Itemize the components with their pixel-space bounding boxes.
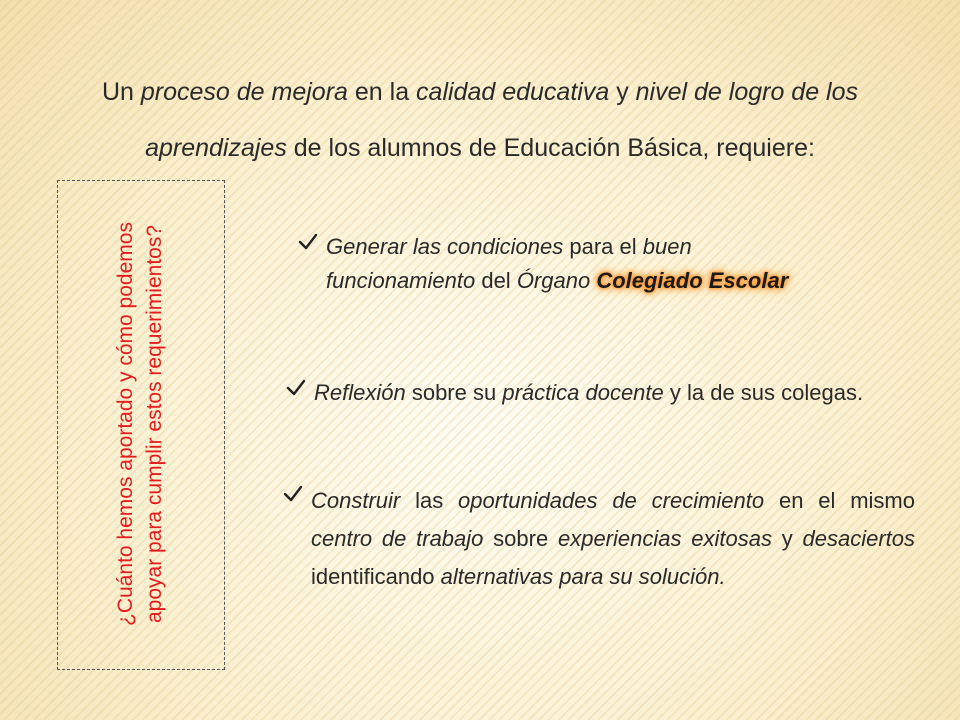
- item-text: y: [771, 526, 803, 551]
- item-emphasis: centro de trabajo: [311, 526, 484, 551]
- heading-emphasis: proceso de mejora: [140, 78, 348, 106]
- item-text: en el mismo: [764, 488, 915, 513]
- requirement-item: [326, 230, 946, 298]
- item-text: para el: [563, 234, 643, 259]
- requirement-item: [314, 376, 914, 410]
- checkmark-icon: [283, 484, 303, 504]
- item-text: identificando: [311, 564, 441, 589]
- heading-text: de los alumnos de Educación Básica, requiere:: [286, 134, 815, 162]
- side-question: ¿Cuánto hemos aportado y cómo podemos apoyar para cumplir estos requerimientos?: [114, 222, 166, 626]
- item-emphasis: Generar las condiciones: [326, 234, 564, 259]
- heading-text: en la: [347, 78, 417, 106]
- item-emphasis: Reflexión: [314, 380, 406, 405]
- checkmark-icon: [298, 232, 318, 252]
- item-text: sobre: [483, 526, 558, 551]
- highlighted-phrase: Colegiado Escolar: [596, 268, 789, 293]
- item-emphasis: oportunidades de crecimiento: [458, 488, 765, 513]
- heading-text: y: [609, 78, 636, 106]
- heading-emphasis: calidad educativa: [416, 78, 610, 106]
- item-emphasis: desaciertos: [802, 526, 915, 551]
- item-emphasis: experiencias exitosas: [557, 526, 772, 551]
- checkmark-icon: [286, 378, 306, 398]
- item-emphasis: alternativas para su solución.: [440, 564, 726, 589]
- item-emphasis: buen: [642, 234, 692, 259]
- requirement-item: [311, 482, 915, 596]
- item-text: del: [475, 268, 517, 293]
- item-emphasis: Construir: [311, 488, 401, 513]
- item-line: [326, 264, 946, 298]
- item-emphasis: Órgano: [516, 268, 597, 293]
- heading-emphasis: nivel de logro de los aprendizajes: [145, 78, 859, 162]
- intro-heading: [40, 64, 920, 176]
- item-emphasis: funcionamiento: [326, 268, 476, 293]
- item-text: y la de sus colegas.: [663, 380, 864, 405]
- item-text: las: [400, 488, 459, 513]
- heading-text: Un: [101, 78, 141, 106]
- item-text: sobre su: [405, 380, 503, 405]
- item-emphasis: práctica docente: [502, 380, 664, 405]
